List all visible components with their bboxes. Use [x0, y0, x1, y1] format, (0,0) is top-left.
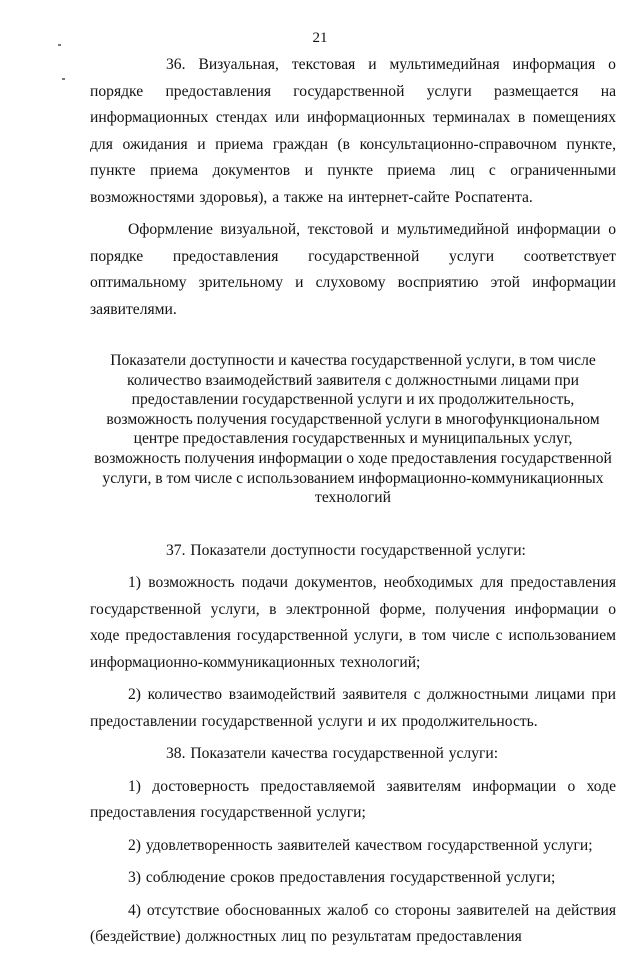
paragraph-37 [90, 538, 616, 565]
paragraph-text: Показатели качества государственной услуги: [190, 745, 499, 763]
paragraph-text: 3) соблюдение сроков предоставления государственной услуги; [128, 869, 556, 887]
list-item [90, 570, 616, 676]
paragraph-text: 2) количество взаимодействий заявителя с должностными лицами при предоставлении государственной услуги и их продолжительность. [90, 686, 616, 730]
paragraph-number: 36. [166, 56, 186, 73]
paragraph-36 [90, 52, 616, 211]
scan-speck [62, 78, 65, 80]
paragraph-text: Показатели доступности государственной услуги: [190, 541, 526, 559]
list-item [90, 833, 616, 860]
paragraph-number: 37. [166, 541, 186, 559]
paragraph-text: 1) возможность подачи документов, необходимых для предоставления государственной услуги, в электронной форме, получения информации о ходе предоставления государственной услуги, в том числе с использованием информационно-коммуникационных технологий; [90, 574, 616, 671]
paragraph-text: Визуальная, текстовая и мультимедийная информация о порядке предоставления государственной услуги размещается на информационных стендах или информационных терминалах в помещениях для ожидания и приема граждан (в консультационно-справочном пункте, пункте приема документов и пункте приема лиц с ограниченными возможностями здоровья), а также на интернет-сайте Роспатента. [90, 56, 616, 206]
list-item [90, 865, 616, 892]
page-number: 21 [312, 30, 328, 46]
paragraph-38 [90, 741, 616, 768]
scan-speck [58, 44, 61, 46]
list-item [90, 774, 616, 827]
paragraph-text: 1) достоверность предоставляемой заявителям информации о ходе предоставления государственной услуги; [90, 777, 616, 822]
paragraph-design [90, 217, 616, 323]
document-body [90, 52, 616, 957]
paragraph-number: 38. [166, 745, 186, 763]
list-item [90, 682, 616, 735]
paragraph-text: 2) удовлетворенность заявителей качеством государственной услуги; [128, 836, 593, 854]
paragraph-text: Оформление визуальной, текстовой и мультимедийной информации о порядке предоставления государственной услуги соответствует оптимальному зрительному и слуховому восприятию этой информации заявителями. [90, 221, 616, 318]
list-item [90, 898, 616, 951]
paragraph-text: 4) отсутствие обоснованных жалоб со стороны заявителей на действия (бездействие) должностных лиц по результатам предоставления [90, 901, 616, 946]
section-heading: Показатели доступности и качества государственной услуги, в том числе количество взаимодействий заявителя с должностными лицами при предоставлении государственной услуги и их продолжительность, возможность получения государственной услуги в многофункциональном центре предоставления государственных и муниципальных услуг, возможность получения информации о ходе предоставления государственной услуги, в том числе с использованием информационно-коммуникационных технологий [94, 352, 612, 507]
